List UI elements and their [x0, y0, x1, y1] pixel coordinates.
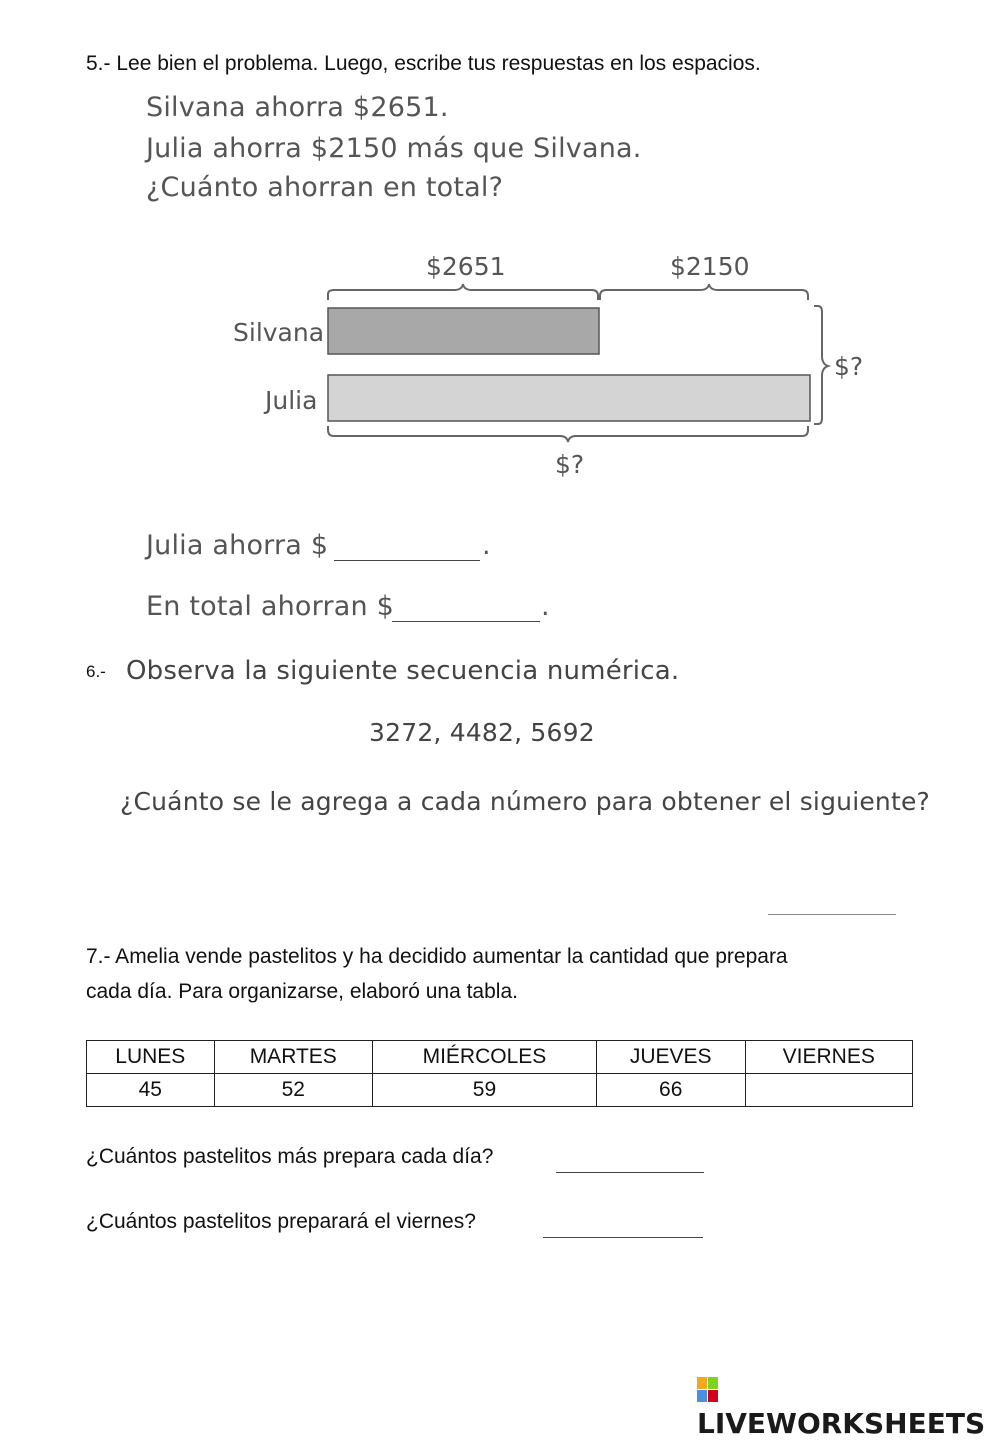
- table-header-row: [87, 1041, 913, 1074]
- total-savings-input[interactable]: [392, 593, 540, 622]
- brace-right-total: [814, 306, 828, 424]
- liveworksheets-logo: [697, 1374, 1000, 1440]
- label-bottom-total: $?: [555, 450, 585, 479]
- liveworksheets-logo-icon: [697, 1377, 719, 1403]
- brace-bottom-total: [328, 426, 808, 442]
- table-cell: 52: [214, 1074, 372, 1107]
- viernes-cell[interactable]: [745, 1074, 912, 1107]
- q5-heading: 5.- Lee bien el problema. Luego, escribe tus respuestas en los espacios.: [86, 52, 761, 75]
- julia-savings-input[interactable]: [334, 532, 480, 561]
- table-header: VIERNES: [745, 1041, 912, 1074]
- q6-answer-input[interactable]: [768, 888, 896, 915]
- q7-question1: ¿Cuántos pastelitos más prepara cada día?: [86, 1145, 494, 1168]
- answer1-prefix: Julia ahorra $: [146, 530, 329, 561]
- table-cell: 66: [596, 1074, 745, 1107]
- q7-friday-input[interactable]: [543, 1211, 703, 1238]
- label-silvana: Silvana: [233, 318, 325, 347]
- q5-line-1: Silvana ahorra $2651.: [146, 92, 449, 123]
- table-header: MIÉRCOLES: [372, 1041, 596, 1074]
- q7-question2: ¿Cuántos pastelitos preparará el viernes?: [86, 1210, 476, 1233]
- logo-text: LIVEWORKSHEETS: [697, 1407, 986, 1440]
- q5-line-2: Julia ahorra $2150 más que Silvana.: [146, 133, 642, 164]
- answer2-suffix: .: [541, 591, 550, 622]
- q6-question: ¿Cuánto se le agrega a cada número para obtener el siguiente?: [120, 787, 931, 816]
- label-right-total: $?: [834, 352, 864, 381]
- table-cell: 59: [372, 1074, 596, 1107]
- brace-silvana-amount: [328, 284, 598, 300]
- label-silvana-amount: $2651: [426, 252, 506, 281]
- q7-heading-line1: 7.- Amelia vende pastelitos y ha decidido aumentar la cantidad que prepara: [86, 945, 788, 968]
- answer1-suffix: .: [482, 530, 491, 561]
- label-extra-amount: $2150: [670, 252, 750, 281]
- table-cell: 45: [87, 1074, 215, 1107]
- answer2-prefix: En total ahorran $: [146, 591, 394, 622]
- q7-difference-input[interactable]: [556, 1146, 704, 1173]
- table-header: LUNES: [87, 1041, 215, 1074]
- table-header: MARTES: [214, 1041, 372, 1074]
- table-header: JUEVES: [596, 1041, 745, 1074]
- pastelitos-table: [86, 1040, 913, 1107]
- q7-heading-line2: cada día. Para organizarse, elaboró una tabla.: [86, 980, 518, 1003]
- julia-bar: [328, 375, 810, 421]
- q5-line-3: ¿Cuánto ahorran en total?: [146, 172, 504, 203]
- q6-sequence: 3272, 4482, 5692: [369, 718, 595, 747]
- q6-heading: Observa la siguiente secuencia numérica.: [126, 656, 680, 686]
- label-julia: Julia: [265, 386, 318, 415]
- q6-number: 6.-: [86, 662, 106, 681]
- table-row: [87, 1074, 913, 1107]
- silvana-bar: [328, 308, 599, 354]
- brace-extra-amount: [600, 284, 808, 300]
